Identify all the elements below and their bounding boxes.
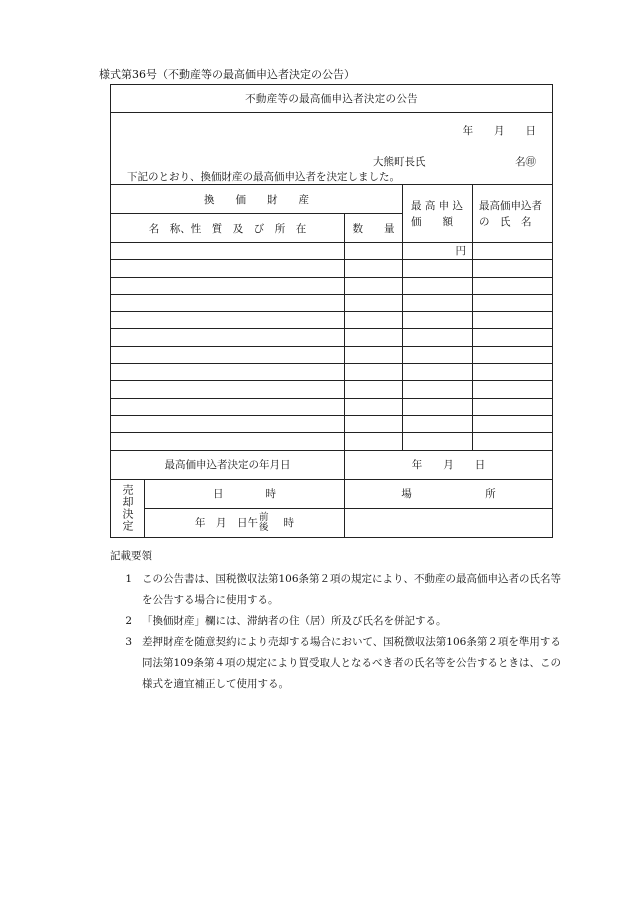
ampm-selector: 前 後	[258, 511, 269, 533]
quantity-cell[interactable]	[345, 346, 403, 363]
sale-decision-label: 売却決定	[111, 479, 145, 537]
bidder-cell[interactable]	[473, 260, 553, 277]
table-row	[111, 346, 553, 363]
bidder-name-header: 最高価申込者 の 氏 名	[473, 185, 553, 243]
bidder-cell[interactable]	[473, 277, 553, 294]
issuer-name: 大熊町長氏	[373, 156, 426, 168]
bidder-cell[interactable]	[473, 415, 553, 432]
table-row	[111, 277, 553, 294]
property-cell[interactable]	[111, 329, 345, 346]
bidder-cell[interactable]	[473, 364, 553, 381]
property-cell[interactable]	[111, 415, 345, 432]
quantity-cell[interactable]	[345, 415, 403, 432]
property-cell[interactable]	[111, 312, 345, 329]
property-cell[interactable]	[111, 364, 345, 381]
note-item: 3 差押財産を随意契約により売却する場合において、国税徴収法第106条第２項を準用する同法第109条第４項の規定により買受取人となるべき者の氏名等を公告するときは、この様式を適宜補正して使用する。	[125, 636, 562, 690]
quantity-cell[interactable]	[345, 398, 403, 415]
table-row	[111, 398, 553, 415]
notes-section	[110, 546, 570, 695]
quantity-cell[interactable]	[345, 364, 403, 381]
table-row	[111, 260, 553, 277]
decision-date-value[interactable]: 年 月 日	[345, 450, 553, 479]
sale-datetime-value[interactable]: 年 月 日午 前 後 時	[145, 508, 345, 537]
table-row	[111, 415, 553, 432]
table-row	[111, 381, 553, 398]
notice-header-block	[111, 113, 553, 185]
quantity-cell[interactable]	[345, 381, 403, 398]
yen-unit: 円	[403, 243, 473, 260]
quantity-cell[interactable]	[345, 260, 403, 277]
sale-place-header: 場 所	[345, 479, 553, 508]
decision-date-label: 最高価申込者決定の年月日	[111, 450, 345, 479]
notes-title: 記載要領	[110, 550, 152, 562]
property-cell[interactable]	[111, 381, 345, 398]
property-cell[interactable]	[111, 277, 345, 294]
sale-place-value[interactable]	[345, 508, 553, 537]
bid-cell[interactable]	[403, 277, 473, 294]
bidder-cell[interactable]	[473, 329, 553, 346]
bid-cell[interactable]	[403, 433, 473, 450]
form-title: 不動産等の最高価申込者決定の公告	[111, 85, 553, 113]
quantity-cell[interactable]	[345, 294, 403, 311]
bid-cell[interactable]	[403, 415, 473, 432]
sale-datetime-header: 日 時	[145, 479, 345, 508]
form-caption: 様式第36号（不動産等の最高価申込者決定の公告）	[99, 68, 355, 81]
bidder-cell[interactable]	[473, 346, 553, 363]
notice-date: 年 月 日	[462, 125, 537, 137]
table-row	[111, 243, 553, 260]
quantity-cell[interactable]	[345, 329, 403, 346]
quantity-cell[interactable]	[345, 277, 403, 294]
quantity-cell[interactable]	[345, 243, 403, 260]
property-cell[interactable]	[111, 398, 345, 415]
bidder-cell[interactable]	[473, 312, 553, 329]
bid-cell[interactable]	[403, 381, 473, 398]
bid-cell[interactable]	[403, 398, 473, 415]
property-cell[interactable]	[111, 294, 345, 311]
quantity-cell[interactable]	[345, 433, 403, 450]
property-cell[interactable]	[111, 243, 345, 260]
public-notice-form	[110, 84, 553, 538]
bid-cell[interactable]	[403, 312, 473, 329]
table-row	[111, 433, 553, 450]
property-header: 換 価 財 産	[111, 185, 403, 214]
property-name-header: 名 称、性 質 及 び 所 在	[111, 214, 345, 243]
bidder-cell[interactable]	[473, 398, 553, 415]
bid-cell[interactable]	[403, 346, 473, 363]
table-row	[111, 294, 553, 311]
bidder-cell[interactable]	[473, 243, 553, 260]
property-cell[interactable]	[111, 260, 345, 277]
highest-bid-header: 最 高 申 込 価 額	[403, 185, 473, 243]
bidder-cell[interactable]	[473, 381, 553, 398]
property-cell[interactable]	[111, 346, 345, 363]
table-row	[111, 312, 553, 329]
note-item: 2 「換価財産」欄には、滞納者の住（居）所及び氏名を併記する。	[125, 615, 447, 627]
seal-mark: 名㊞	[515, 156, 537, 168]
bid-cell[interactable]	[403, 294, 473, 311]
bid-cell[interactable]	[403, 364, 473, 381]
property-cell[interactable]	[111, 433, 345, 450]
note-item: 1 この公告書は、国税徴収法第106条第２項の規定により、不動産の最高価申込者の氏名等を公告する場合に使用する。	[125, 573, 562, 606]
notice-statement: 下記のとおり、換価財産の最高価申込者を決定しました。	[127, 171, 400, 183]
bidder-cell[interactable]	[473, 294, 553, 311]
table-row	[111, 329, 553, 346]
quantity-header: 数 量	[345, 214, 403, 243]
bidder-cell[interactable]	[473, 433, 553, 450]
quantity-cell[interactable]	[345, 312, 403, 329]
bid-cell[interactable]	[403, 329, 473, 346]
table-row	[111, 364, 553, 381]
bid-cell[interactable]	[403, 260, 473, 277]
